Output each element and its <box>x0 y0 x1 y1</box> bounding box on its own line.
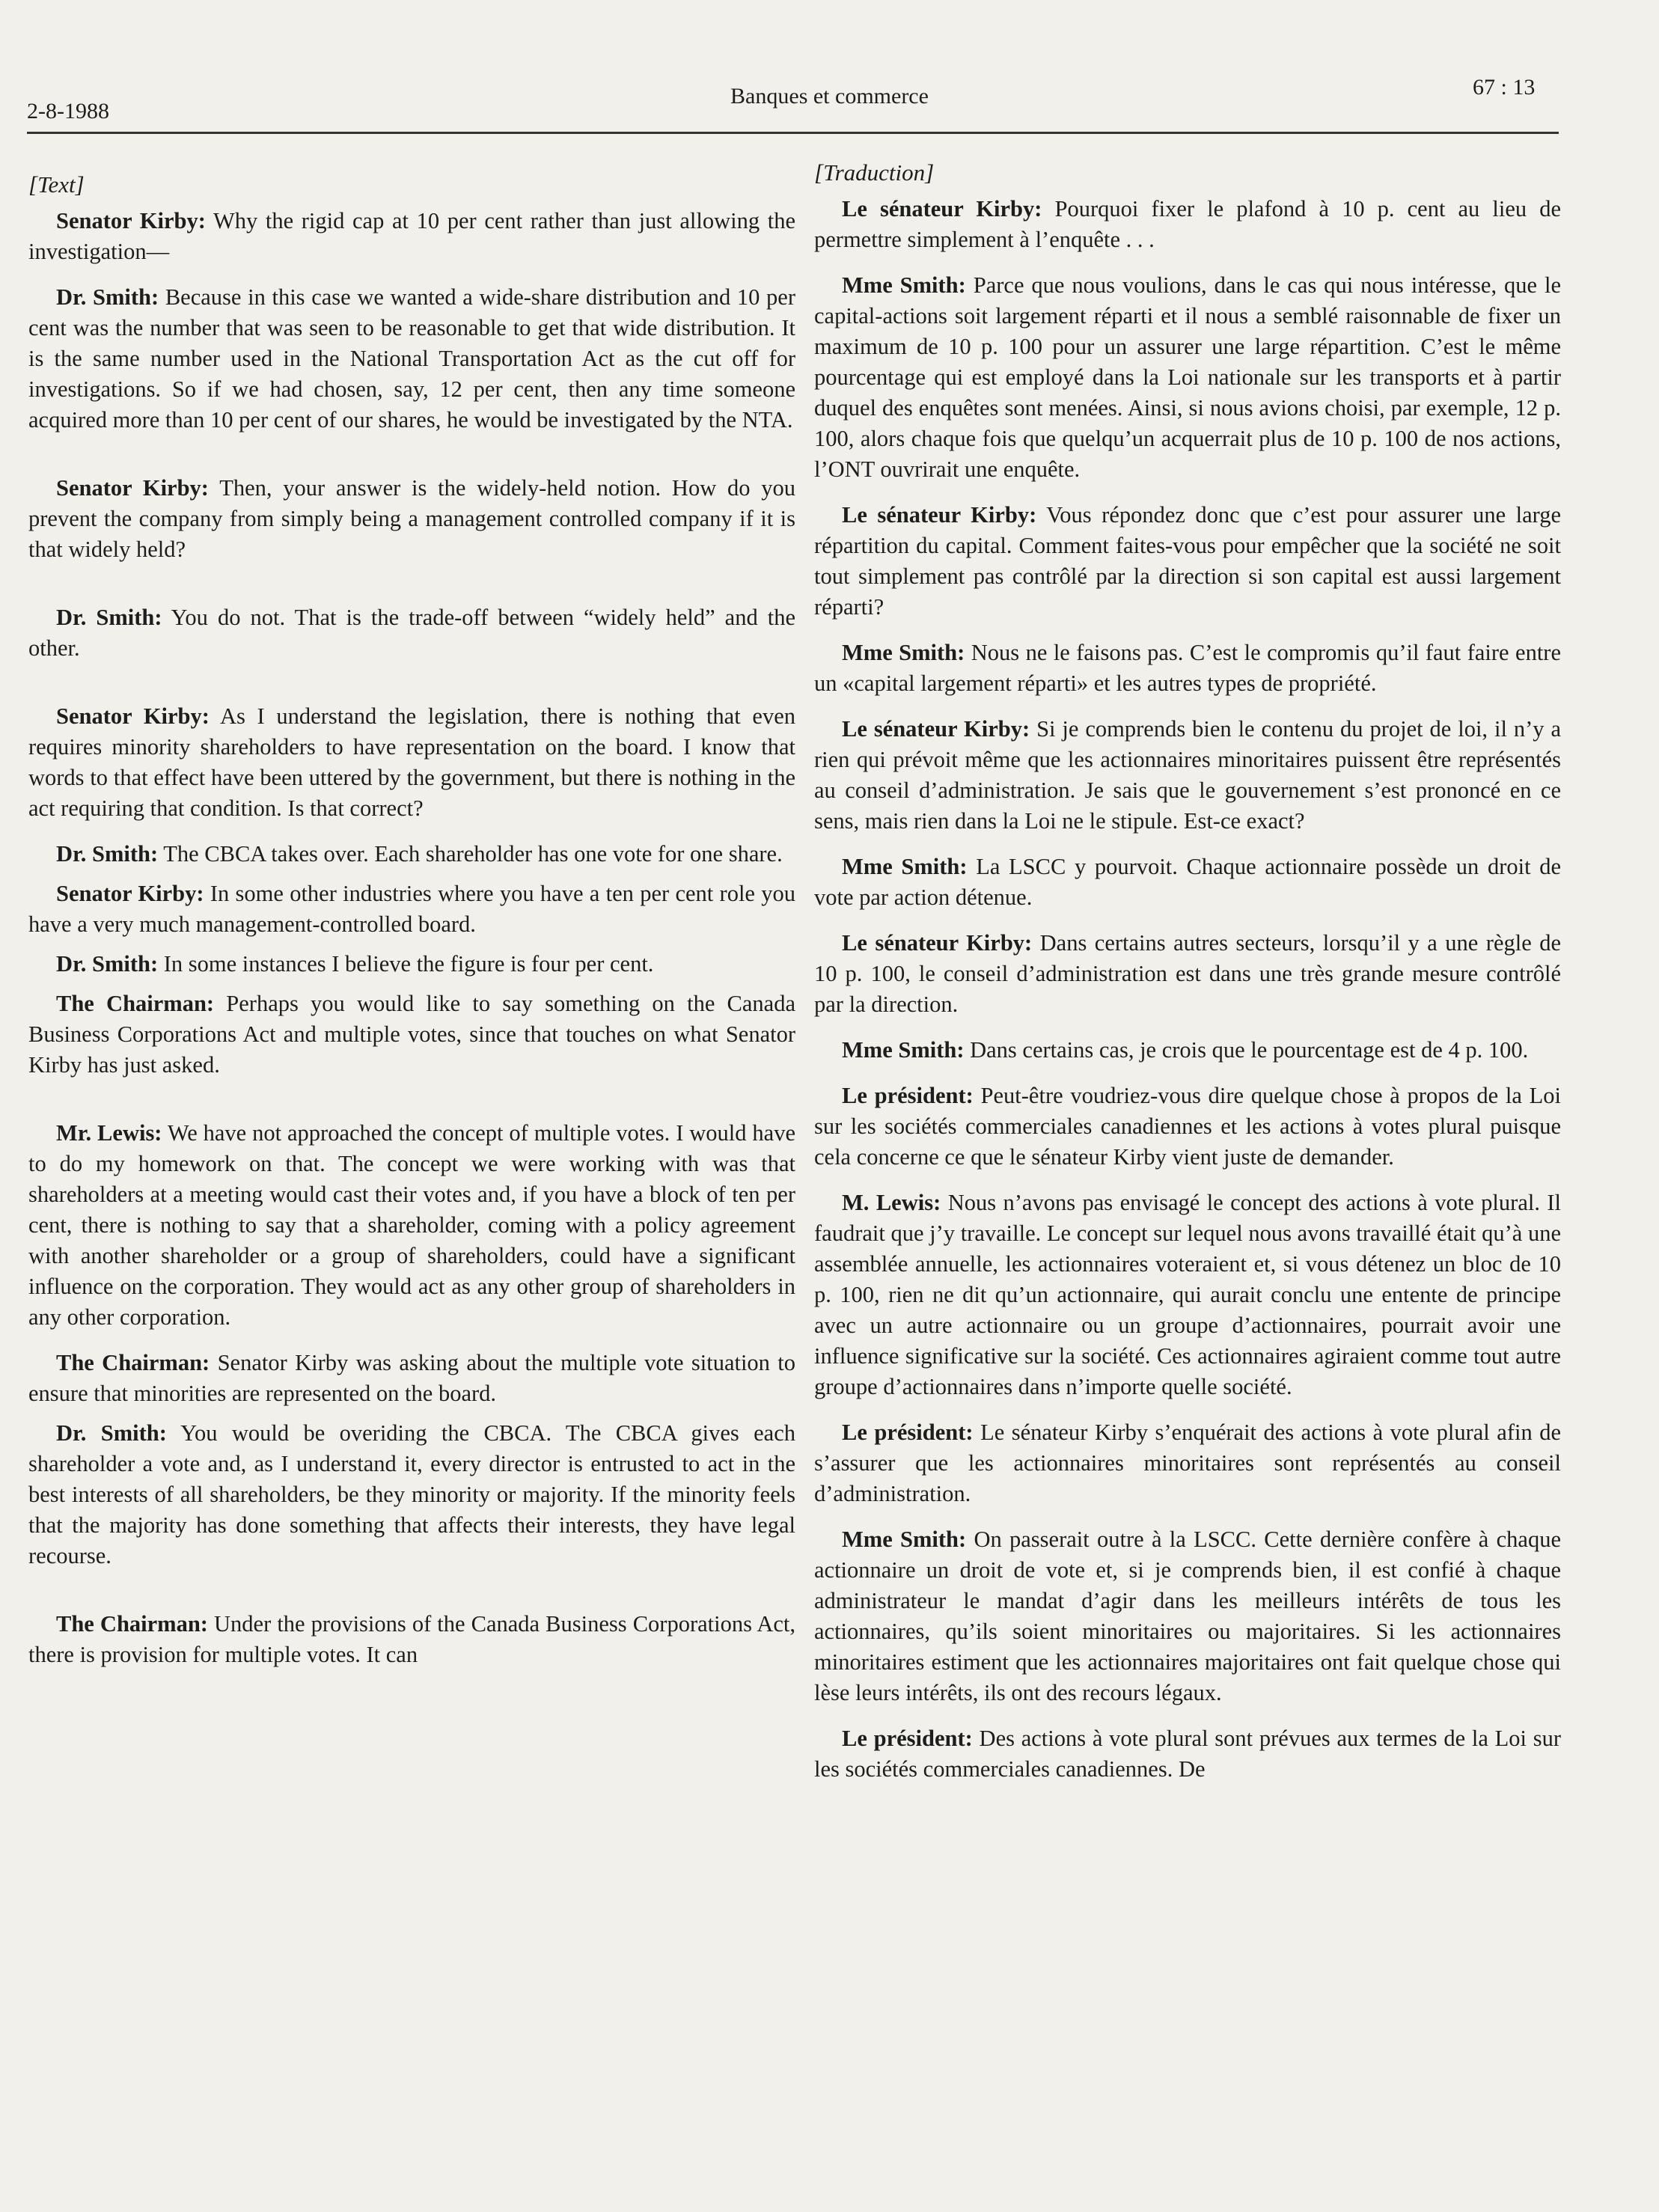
speech-text: Peut-être voudriez-vous dire quelque chose à propos de la Loi sur les sociétés commerciales canadiennes et les actions à votes plural puisque cela concerne ce que le sénateur Kirby vient juste de demander. <box>814 1083 1561 1170</box>
transcript-paragraph <box>28 879 795 940</box>
speaker-name: Mme Smith: <box>842 272 966 298</box>
transcript-paragraph <box>814 714 1561 837</box>
transcript-paragraph <box>28 989 795 1081</box>
transcript-paragraph <box>814 500 1561 623</box>
french-column <box>814 157 1561 1800</box>
speech-text: La LSCC y pourvoit. Chaque actionnaire possède un droit de vote par action détenue. <box>814 854 1562 910</box>
speaker-name: Mme Smith: <box>842 1037 965 1063</box>
speaker-name: Dr. Smith: <box>56 284 159 310</box>
speaker-name: The Chairman: <box>56 1611 208 1637</box>
speaker-name: Le sénateur Kirby: <box>842 716 1030 742</box>
speech-text: The CBCA takes over. Each shareholder has one vote for one share. <box>163 841 783 867</box>
speech-text: In some other industries where you have a ten per cent role you have a very much management-controlled board. <box>28 881 796 937</box>
transcript-paragraph <box>814 270 1561 485</box>
speaker-name: Dr. Smith: <box>56 1420 167 1446</box>
speaker-name: M. Lewis: <box>842 1190 941 1215</box>
speech-text: Nous n’avons pas envisagé le concept des actions à vote plural. Il faudrait que j’y travaille. Le concept sur lequel nous avons travaillé était qu’à une assemblée annuelle, les actionnaires voteraient et, si vous détenez un bloc de 10 p. 100, rien ne dit qu’un actionnaire, qui aurait conclu une entente de principe avec un autre actionnaire ou un groupe d’actionnaires, pourrait avoir une influence significative sur la société. Ces actionnaires agiraient comme tout autre groupe d’actionnaires dans n’importe quelle société. <box>814 1190 1562 1399</box>
speaker-name: Le sénateur Kirby: <box>842 502 1037 528</box>
speaker-name: Mme Smith: <box>842 640 965 665</box>
speaker-name: Senator Kirby: <box>56 881 204 906</box>
speaker-name: The Chairman: <box>56 1350 210 1375</box>
speech-text: We have not approached the concept of multiple votes. I would have to do my homework on that. The concept we were working with was that shareholders at a meeting would cast their votes and, if you have a block of ten per cent, there is nothing to say that a shareholder, coming with a policy agreement with another shareholder or a group of shareholders, could have a significant influence on the corporation. They would act as any other group of shareholders in any other corporation. <box>28 1120 796 1330</box>
transcript-paragraph <box>28 206 795 267</box>
running-title: Banques et commerce <box>730 84 929 109</box>
speaker-name: Le président: <box>842 1083 974 1108</box>
transcript-paragraph <box>814 194 1561 255</box>
speech-text: Des actions à vote plural sont prévues aux termes de la Loi sur les sociétés commerciales canadiennes. De <box>814 1726 1561 1782</box>
transcript-paragraph <box>814 1723 1561 1785</box>
transcript-paragraph <box>814 1524 1561 1708</box>
speech-text: You would be overiding the CBCA. The CBCA gives each shareholder a vote and, as I understand it, every director is entrusted to act in the best interests of all shareholders, be they minority or majority. If the minority feels that the majority has done something that affects their interests, they have legal recourse. <box>28 1420 795 1568</box>
header-rule <box>27 132 1559 134</box>
speaker-name: Mme Smith: <box>842 854 968 879</box>
speech-text: Why the rigid cap at 10 per cent rather than just allowing the investigation— <box>28 208 796 264</box>
transcript-paragraph <box>28 701 795 824</box>
speech-text: Because in this case we wanted a wide-share distribution and 10 per cent was the number that was seen to be reasonable to get that wide distribution. It is the same number used in the National Transportation Act as the cut off for investigations. So if we had chosen, say, 12 per cent, then any time someone acquired more than 10 per cent of our shares, he would be investigated by the NTA. <box>28 284 796 433</box>
speech-text: As I understand the legislation, there is nothing that even requires minority shareholders to have representation on the board. I know that words to that effect have been uttered by the government, but there is nothing in the act requiring that condition. Is that correct? <box>28 703 795 821</box>
transcript-paragraph <box>814 852 1561 913</box>
transcript-paragraph <box>28 1418 795 1571</box>
transcript-paragraph <box>814 638 1561 699</box>
section-label-text: [Text] <box>28 171 85 198</box>
speaker-name: Senator Kirby: <box>56 208 206 233</box>
transcript-paragraph <box>28 1348 795 1409</box>
speaker-name: The Chairman: <box>56 991 215 1016</box>
transcript-paragraph <box>28 949 795 980</box>
speaker-name: Dr. Smith: <box>56 841 159 867</box>
page-number: 67 : 13 <box>1473 75 1536 100</box>
speaker-name: Senator Kirby: <box>56 475 209 501</box>
speech-text: Then, your answer is the widely-held notion. How do you prevent the company from simply being a management controlled company if it is that widely held? <box>28 475 795 562</box>
speaker-name: Le président: <box>842 1726 973 1751</box>
speech-text: Si je comprends bien le contenu du projet de loi, il n’y a rien qui prévoit même que les actionnaires minoritaires puissent être représentés au conseil d’administration. Je sais que le gouvernement s’est prononcé en ce sens, mais rien dans la Loi ne le stipule. Est-ce exact? <box>814 716 1561 834</box>
speech-text: Under the provisions of the Canada Business Corporations Act, there is provision for multiple votes. It can <box>28 1611 796 1667</box>
speech-text: In some instances I believe the figure is four per cent. <box>163 951 654 977</box>
transcript-paragraph <box>814 928 1561 1020</box>
transcript-paragraph <box>814 1417 1561 1509</box>
transcript-paragraph <box>28 602 795 664</box>
transcript-paragraph <box>814 1035 1561 1066</box>
speech-text: Parce que nous voulions, dans le cas qui nous intéresse, que le capital-actions soit largement réparti et il nous a semblé raisonnable de fixer un maximum de 10 p. 100 pour un assurer une large répartition. C’est le même pourcentage qui est employé dans la Loi nationale sur les transports et à partir duquel des enquêtes sont menées. Ainsi, si nous avions choisi, par exemple, 12 p. 100, alors chaque fois que quelqu’un acquerrait plus de 10 p. 100 de nos actions, l’ONT ouvrirait une enquête. <box>814 272 1562 482</box>
speaker-name: Le sénateur Kirby: <box>842 196 1042 221</box>
transcript-paragraph <box>814 1081 1561 1173</box>
speaker-name: Mme Smith: <box>842 1527 967 1552</box>
speech-text: You do not. That is the trade-off between “widely held” and the other. <box>28 605 795 661</box>
speech-text: Perhaps you would like to say something on the Canada Business Corporations Act and multiple votes, since that touches on what Senator Kirby has just asked. <box>28 991 796 1078</box>
transcript-paragraph <box>28 1609 795 1670</box>
transcript-paragraph <box>28 282 795 436</box>
transcript-paragraph <box>28 1118 795 1333</box>
speech-text: Dans certains cas, je crois que le pourcentage est de 4 p. 100. <box>970 1037 1529 1063</box>
transcript-paragraph <box>814 1188 1561 1402</box>
speech-text: Senator Kirby was asking about the multiple vote situation to ensure that minorities are represented on the board. <box>28 1350 795 1406</box>
speech-text: On passerait outre à la LSCC. Cette dernière confère à chaque actionnaire un droit de vote et, si je comprends bien, il est confié à chaque administrateur le mandat d’agir dans les meilleurs intérêts de tous les actionnaires, qu’ils soient minoritaires ou majoritaires. Si les actionnaires minoritaires estiment que les actionnaires majoritaires ont fait quelque chose qui lèse leurs intérêts, ils ont des recours légaux. <box>814 1527 1561 1705</box>
speech-text: Nous ne le faisons pas. C’est le compromis qu’il faut faire entre un «capital largement réparti» et les autres types de propriété. <box>814 640 1561 696</box>
speaker-name: Le sénateur Kirby: <box>842 930 1033 956</box>
page-date: 2-8-1988 <box>27 99 109 123</box>
speech-text: Vous répondez donc que c’est pour assurer une large répartition du capital. Comment faites-vous pour empêcher que la société ne soit tout simplement pas contrôlé par la direction si son capital est aussi largement réparti? <box>814 502 1562 620</box>
speech-text: Le sénateur Kirby s’enquérait des actions à vote plural afin de s’assurer que les actionnaires minoritaires sont représentés au conseil d’administration. <box>814 1420 1562 1506</box>
english-column <box>28 169 795 1685</box>
transcript-paragraph <box>28 839 795 870</box>
speech-text: Pourquoi fixer le plafond à 10 p. cent au lieu de permettre simplement à l’enquête . . . <box>814 196 1561 252</box>
transcript-paragraph <box>28 473 795 565</box>
speaker-name: Mr. Lewis: <box>56 1120 162 1146</box>
speaker-name: Dr. Smith: <box>56 951 159 977</box>
speaker-name: Dr. Smith: <box>56 605 162 630</box>
section-label-traduction: [Traduction] <box>814 159 935 186</box>
speech-text: Dans certains autres secteurs, lorsqu’il y a une règle de 10 p. 100, le conseil d’administration est dans une très grande mesure contrôlé par la direction. <box>814 930 1561 1017</box>
speaker-name: Senator Kirby: <box>56 703 210 729</box>
speaker-name: Le président: <box>842 1420 974 1445</box>
